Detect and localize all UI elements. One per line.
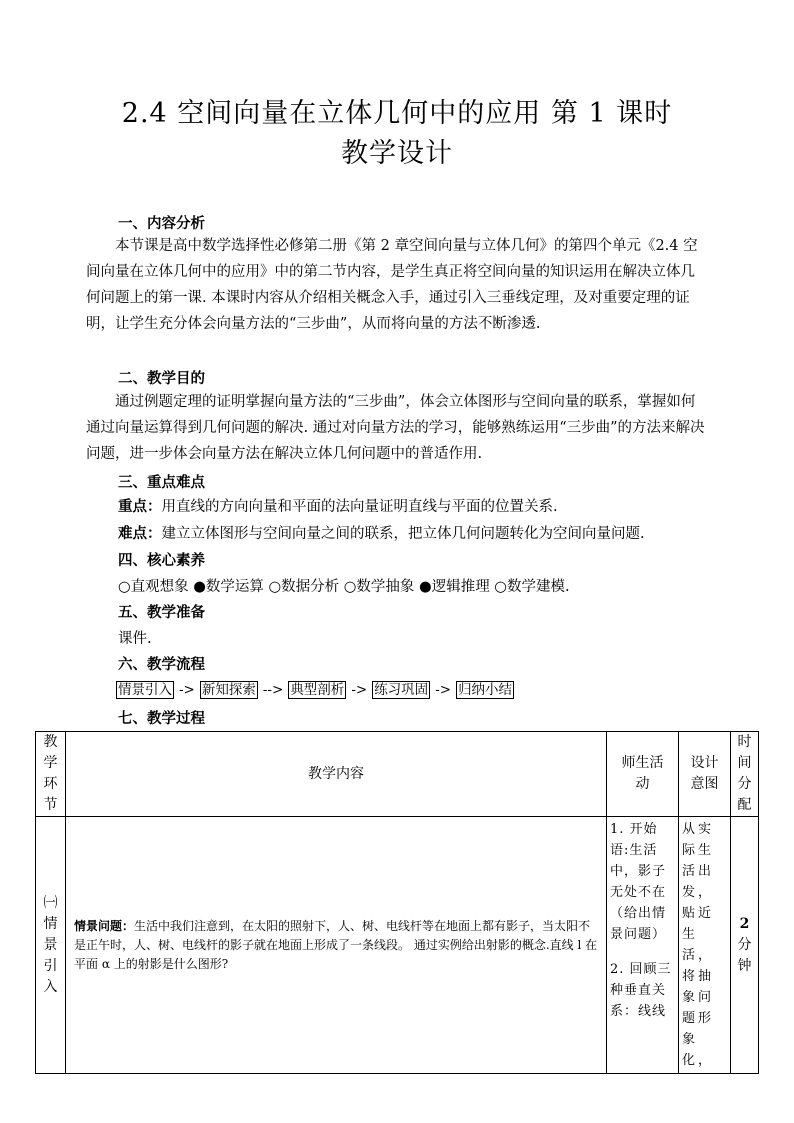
time-cell — [731, 817, 759, 1074]
table-row — [36, 817, 759, 1074]
intent-cell: 从实际生活出发，贴近生活，将抽象问题形象化， — [679, 817, 731, 1074]
header-content: 教学内容 — [66, 732, 607, 817]
stage-cell: ㈠情景引入 — [36, 817, 66, 1074]
content-text: 生活中我们注意到，在太阳的照射下，人、树、电线杆等在地面上都有影子，当太阳不是正午时，人、树、电线杆的影子就在地面上形成了一条线段。 通过实例给出射影的概念.直线 l 在平面 α 上的射影是什么图形? — [74, 918, 598, 971]
flow-arrow: -> — [435, 682, 452, 698]
section-heading-core-literacy: 四、核心素养 — [118, 553, 205, 569]
section-heading-process: 七、教学过程 — [118, 711, 205, 727]
activity-cell — [607, 817, 679, 1074]
flow-arrow: --> — [262, 682, 284, 698]
content-analysis-text: 本节课是高中数学选择性必修第二册《第 2 章空间向量与立体几何》的第四个单元《2.4 空间向量在立体几何中的应用》中的第二节内容，是学生真正将空间向量的知识运用在解决立体几何问题上的第一课. 本课时内容从介绍相关概念入手，通过引入三垂线定理，及对重要定理的证明，让学生充分体会向量方法的“三步曲”，从而将向量的方法不断渗透. — [86, 238, 698, 332]
activity-item: 1. 开始语:生活中，影子无处不在（给出情景问题） — [610, 822, 667, 942]
flow-step: 练习巩固 — [374, 682, 429, 698]
header-intent: 设计意图 — [679, 732, 731, 817]
section-heading-content-analysis: 一、内容分析 — [118, 216, 205, 232]
flow-arrow: -> — [179, 682, 195, 698]
key-text: 用直线的方向向量和平面的法向量证明直线与平面的位置关系. — [161, 499, 558, 515]
table-header-row — [36, 732, 759, 817]
section-heading-teaching-goal: 二、教学目的 — [118, 371, 205, 387]
time-number: 2 — [739, 915, 750, 932]
preparation-text: 课件. — [118, 631, 152, 647]
content-label: 情景问题： — [74, 918, 135, 933]
section-heading-preparation: 五、教学准备 — [118, 605, 205, 621]
time-unit: 分钟 — [737, 936, 752, 974]
flow-step: 典型剖析 — [290, 682, 345, 698]
teaching-flow — [116, 678, 514, 698]
key-point-line — [118, 495, 558, 516]
content-cell — [66, 817, 607, 1074]
header-time: 时间分配 — [731, 732, 759, 817]
flow-step: 归纳小结 — [458, 682, 513, 698]
section-heading-flow: 六、教学流程 — [118, 657, 205, 673]
flow-step: 情景引入 — [118, 682, 172, 698]
difficulty-label: 难点： — [118, 526, 162, 542]
doc-title: 2.4 空间向量在立体几何中的应用 第 1 课时 — [121, 98, 673, 129]
teaching-process-table — [35, 731, 759, 1074]
header-activity: 师生活动 — [607, 732, 679, 817]
difficulty-text: 建立立体图形与空间向量之间的联系，把立体几何问题转化为空间向量问题. — [161, 526, 645, 542]
flow-step: 新知探索 — [201, 682, 256, 698]
activity-item: 2. 回顾三种垂直关系：线线 — [610, 962, 672, 1019]
difficulty-line — [118, 522, 645, 543]
flow-arrow: -> — [351, 682, 368, 698]
core-literacy-text: ○直观想象 ●数学运算 ○数据分析 ○数学抽象 ●逻辑推理 ○数学建模. — [118, 579, 570, 595]
header-stage: 教学环节 — [36, 732, 66, 817]
doc-subtitle: 教学设计 — [341, 138, 453, 169]
section-heading-key-points: 三、重点难点 — [118, 475, 205, 491]
teaching-goal-text: 通过例题定理的证明掌握向量方法的“三步曲”，体会立体图形与空间向量的联系，掌握如何通过向量运算得到几何问题的解决. 通过对向量方法的学习，能够熟练运用“三步曲”的方法来解决问题，进一步体会向量方法在解决立体几何问题中的普适作用. — [86, 394, 705, 462]
key-label: 重点： — [118, 499, 162, 515]
